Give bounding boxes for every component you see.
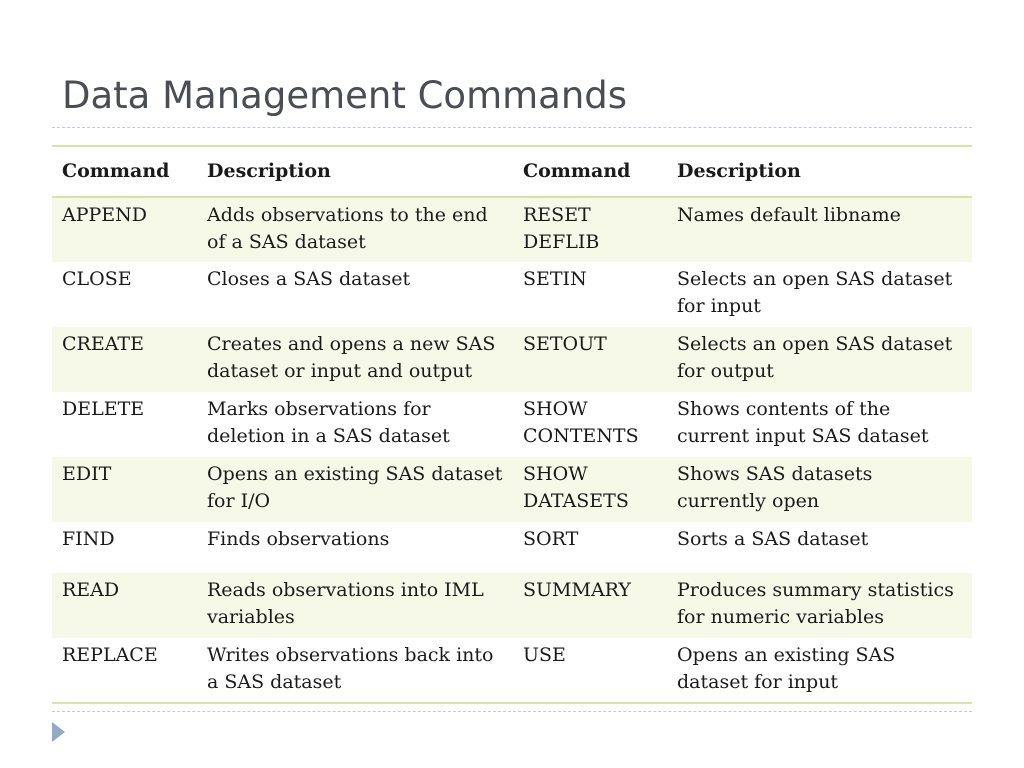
command-cell: READ [62,579,120,601]
description-cell: Adds observations to the end of a SAS dataset [207,204,488,253]
table-row [52,457,972,522]
table-row [52,522,972,573]
command-cell: CREATE [62,333,144,355]
description-cell: Reads observations into IML variables [207,579,484,628]
table-header-row [52,146,972,197]
command-cell: SETOUT [523,333,607,355]
command-cell: SETIN [523,268,587,290]
description-cell: Writes observations back into a SAS dataset [207,644,494,693]
command-cell: RESET DEFLIB [523,204,600,253]
header-description-1: Description [207,160,331,182]
command-cell: CLOSE [62,268,132,290]
command-cell: USE [523,644,566,666]
description-cell: Opens an existing SAS dataset for I/O [207,463,503,512]
command-cell: APPEND [62,204,148,226]
description-cell: Selects an open SAS dataset for input [677,268,953,317]
description-cell: Selects an open SAS dataset for output [677,333,953,382]
command-cell: REPLACE [62,644,158,666]
description-cell: Creates and opens a new SAS dataset or input and output [207,333,496,382]
description-cell: Shows contents of the current input SAS dataset [677,398,929,447]
footer-divider [52,711,972,712]
command-cell: SHOW CONTENTS [523,398,639,447]
command-cell: EDIT [62,463,112,485]
command-cell: SHOW DATASETS [523,463,629,512]
description-cell: Marks observations for deletion in a SAS dataset [207,398,450,447]
table-row [52,392,972,457]
header-command-2: Command [523,160,631,182]
table-row [52,573,972,638]
description-cell: Shows SAS datasets currently open [677,463,873,512]
description-cell: Sorts a SAS dataset [677,528,869,550]
description-cell: Finds observations [207,528,390,550]
description-cell: Names default libname [677,204,901,226]
header-command-1: Command [62,160,170,182]
command-cell: SUMMARY [523,579,631,601]
command-cell: SORT [523,528,579,550]
command-cell: DELETE [62,398,145,420]
table-row [52,197,972,262]
triangle-bullet-icon [52,722,65,742]
table-row [52,638,972,703]
description-cell: Produces summary statistics for numeric variables [677,579,954,628]
description-cell: Opens an existing SAS dataset for input [677,644,896,693]
title-divider [52,127,972,128]
command-cell: FIND [62,528,115,550]
description-cell: Closes a SAS dataset [207,268,411,290]
table-row [52,262,972,327]
slide-title: Data Management Commands [62,74,628,117]
header-description-2: Description [677,160,801,182]
commands-table [52,145,972,704]
table-row [52,327,972,392]
